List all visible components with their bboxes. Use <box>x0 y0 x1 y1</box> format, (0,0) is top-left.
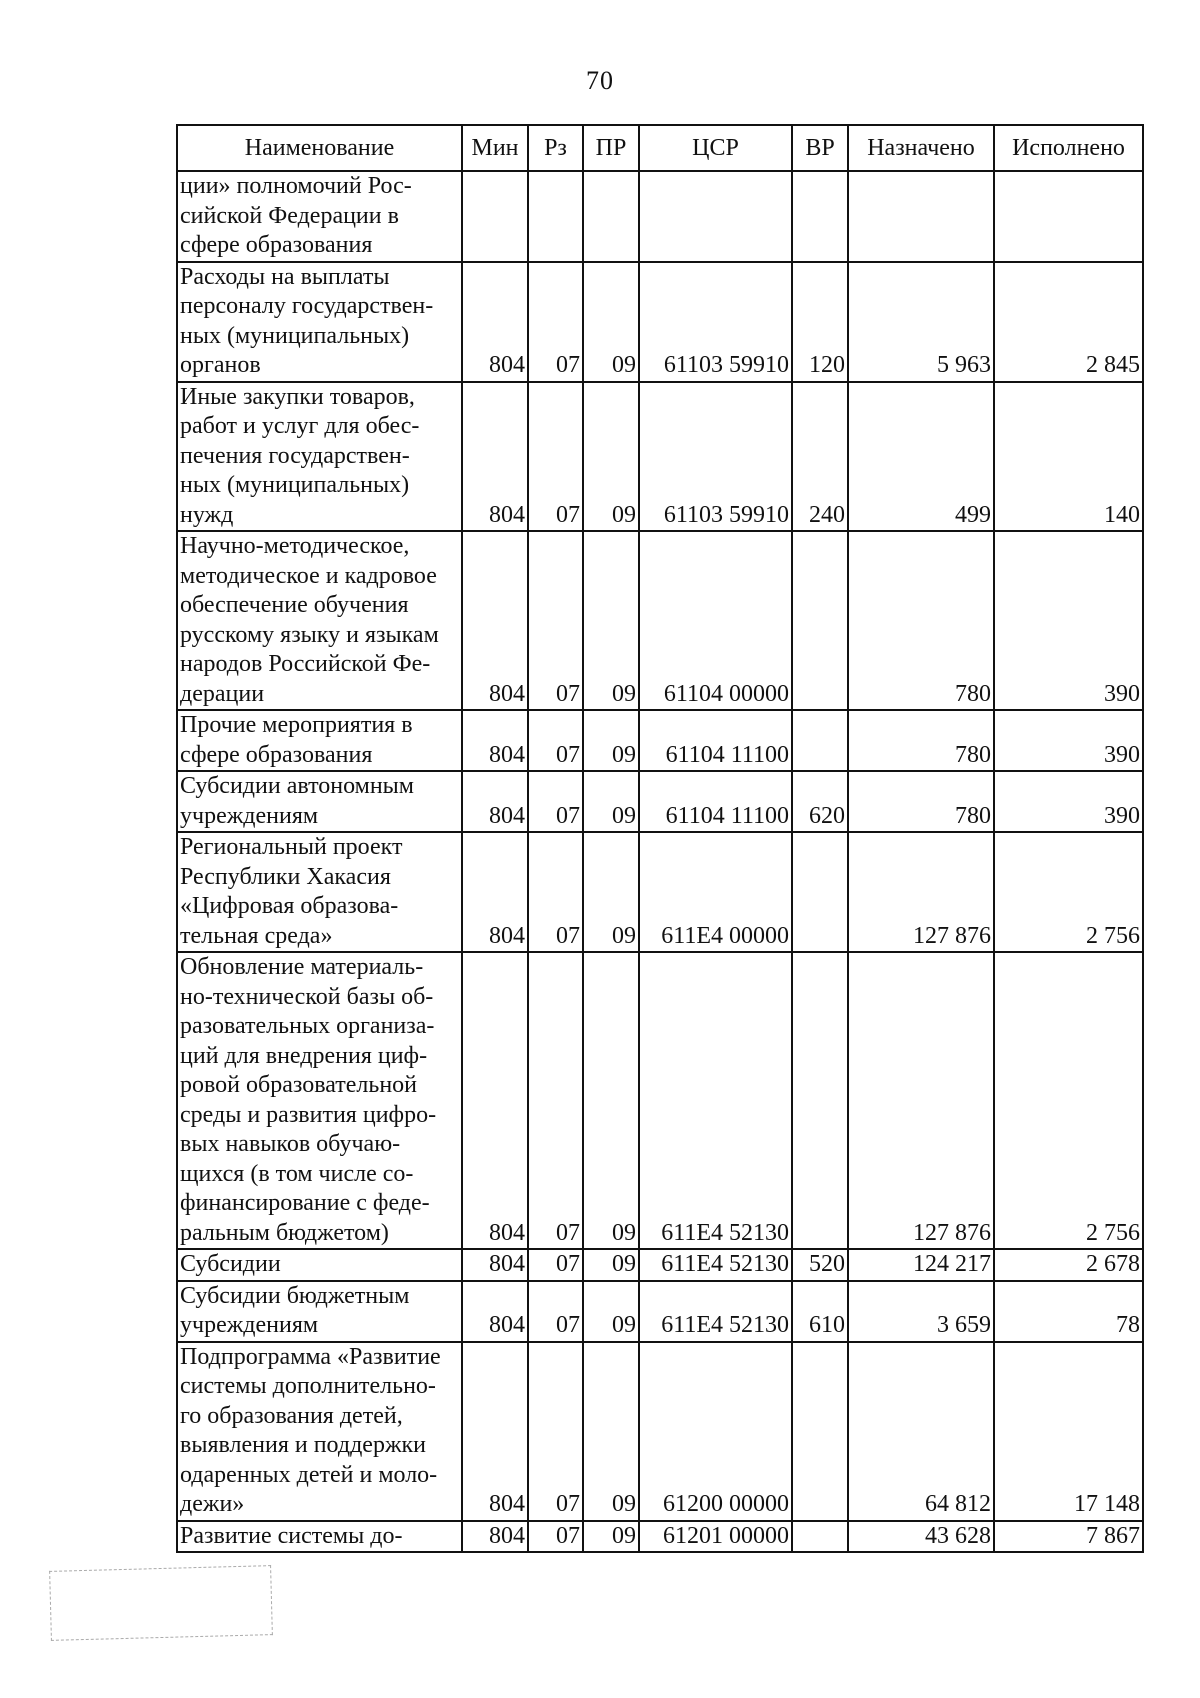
cell-pr: 09 <box>583 1342 639 1521</box>
cell-vr <box>792 1521 848 1553</box>
cell-vr: 620 <box>792 771 848 832</box>
cell-min: 804 <box>462 832 528 952</box>
cell-executed: 390 <box>994 710 1143 771</box>
cell-rz: 07 <box>528 710 583 771</box>
header-executed: Исполнено <box>994 125 1143 171</box>
cell-executed: 2 845 <box>994 262 1143 382</box>
cell-name: Субсидии бюджетным учреждениям <box>177 1281 462 1342</box>
cell-assigned: 5 963 <box>848 262 994 382</box>
cell-csr: 61103 59910 <box>639 382 792 532</box>
cell-pr: 09 <box>583 1521 639 1553</box>
cell-assigned: 3 659 <box>848 1281 994 1342</box>
cell-name: Субсидии <box>177 1249 462 1281</box>
header-rz: Рз <box>528 125 583 171</box>
cell-csr <box>639 171 792 262</box>
cell-assigned: 780 <box>848 771 994 832</box>
cell-pr <box>583 171 639 262</box>
cell-pr: 09 <box>583 710 639 771</box>
cell-min: 804 <box>462 1249 528 1281</box>
cell-rz: 07 <box>528 1249 583 1281</box>
cell-csr: 61104 00000 <box>639 531 792 710</box>
header-min: Мин <box>462 125 528 171</box>
table-row <box>177 832 1143 952</box>
cell-rz: 07 <box>528 771 583 832</box>
cell-rz: 07 <box>528 531 583 710</box>
cell-rz: 07 <box>528 832 583 952</box>
table-row <box>177 710 1143 771</box>
cell-csr: 61201 00000 <box>639 1521 792 1553</box>
cell-pr: 09 <box>583 382 639 532</box>
cell-pr: 09 <box>583 262 639 382</box>
cell-assigned: 780 <box>848 710 994 771</box>
cell-executed: 17 148 <box>994 1342 1143 1521</box>
cell-rz: 07 <box>528 262 583 382</box>
cell-assigned: 127 876 <box>848 832 994 952</box>
cell-pr: 09 <box>583 531 639 710</box>
cell-csr: 61103 59910 <box>639 262 792 382</box>
table-row <box>177 1249 1143 1281</box>
cell-pr: 09 <box>583 771 639 832</box>
cell-vr: 520 <box>792 1249 848 1281</box>
cell-rz: 07 <box>528 952 583 1249</box>
cell-pr: 09 <box>583 1281 639 1342</box>
page-number: 70 <box>586 66 614 95</box>
table-row <box>177 1521 1143 1553</box>
table-row <box>177 1342 1143 1521</box>
cell-executed: 2 678 <box>994 1249 1143 1281</box>
cell-csr: 611E4 52130 <box>639 952 792 1249</box>
table-row <box>177 382 1143 532</box>
cell-assigned: 124 217 <box>848 1249 994 1281</box>
cell-name: Иные закупки товаров, работ и услуг для обес- печения государствен- ных (муниципальных) нужд <box>177 382 462 532</box>
cell-min: 804 <box>462 262 528 382</box>
cell-min: 804 <box>462 1521 528 1553</box>
cell-pr: 09 <box>583 952 639 1249</box>
cell-min: 804 <box>462 771 528 832</box>
cell-vr <box>792 710 848 771</box>
cell-rz: 07 <box>528 1281 583 1342</box>
cell-pr: 09 <box>583 832 639 952</box>
cell-assigned: 64 812 <box>848 1342 994 1521</box>
cell-min: 804 <box>462 1281 528 1342</box>
cell-csr: 611E4 52130 <box>639 1281 792 1342</box>
cell-vr: 120 <box>792 262 848 382</box>
cell-vr <box>792 171 848 262</box>
header-csr: ЦСР <box>639 125 792 171</box>
cell-name: ции» полномочий Рос- сийской Федерации в сфере образования <box>177 171 462 262</box>
cell-csr: 611E4 52130 <box>639 1249 792 1281</box>
cell-name: Подпрограмма «Развитие системы дополнительно- го образования детей, выявления и поддержки одаренных детей и моло- дежи» <box>177 1342 462 1521</box>
cell-min: 804 <box>462 710 528 771</box>
cell-assigned: 499 <box>848 382 994 532</box>
cell-assigned <box>848 171 994 262</box>
header-vr: ВР <box>792 125 848 171</box>
copy-stamp <box>49 1565 273 1641</box>
cell-name: Субсидии автономным учреждениям <box>177 771 462 832</box>
cell-vr <box>792 832 848 952</box>
cell-executed: 390 <box>994 531 1143 710</box>
cell-executed: 2 756 <box>994 952 1143 1249</box>
cell-name: Развитие системы до- <box>177 1521 462 1553</box>
cell-executed: 390 <box>994 771 1143 832</box>
cell-name: Научно-методическое, методическое и кадровое обеспечение обучения русскому языку и языкам народов Российской Фе- дерации <box>177 531 462 710</box>
cell-executed: 78 <box>994 1281 1143 1342</box>
table-body <box>177 171 1143 1552</box>
cell-csr: 611E4 00000 <box>639 832 792 952</box>
cell-rz: 07 <box>528 1521 583 1553</box>
cell-name: Прочие мероприятия в сфере образования <box>177 710 462 771</box>
table-row <box>177 771 1143 832</box>
table-row <box>177 952 1143 1249</box>
cell-min <box>462 171 528 262</box>
cell-executed: 140 <box>994 382 1143 532</box>
table-row <box>177 1281 1143 1342</box>
budget-table <box>176 124 1144 1553</box>
cell-min: 804 <box>462 952 528 1249</box>
cell-vr <box>792 952 848 1249</box>
cell-executed: 7 867 <box>994 1521 1143 1553</box>
cell-min: 804 <box>462 1342 528 1521</box>
cell-name: Региональный проект Республики Хакасия «Цифровая образова- тельная среда» <box>177 832 462 952</box>
table-row <box>177 262 1143 382</box>
cell-pr: 09 <box>583 1249 639 1281</box>
cell-rz <box>528 171 583 262</box>
cell-assigned: 127 876 <box>848 952 994 1249</box>
cell-csr: 61104 11100 <box>639 710 792 771</box>
cell-vr <box>792 531 848 710</box>
cell-vr: 610 <box>792 1281 848 1342</box>
table-header-row <box>177 125 1143 171</box>
cell-executed <box>994 171 1143 262</box>
header-pr: ПР <box>583 125 639 171</box>
cell-rz: 07 <box>528 382 583 532</box>
cell-min: 804 <box>462 382 528 532</box>
cell-name: Расходы на выплаты персоналу государствен- ных (муниципальных) органов <box>177 262 462 382</box>
cell-min: 804 <box>462 531 528 710</box>
cell-vr: 240 <box>792 382 848 532</box>
table-row <box>177 171 1143 262</box>
cell-rz: 07 <box>528 1342 583 1521</box>
header-name: Наименование <box>177 125 462 171</box>
cell-assigned: 780 <box>848 531 994 710</box>
cell-assigned: 43 628 <box>848 1521 994 1553</box>
header-assigned: Назначено <box>848 125 994 171</box>
cell-csr: 61104 11100 <box>639 771 792 832</box>
cell-vr <box>792 1342 848 1521</box>
table-row <box>177 531 1143 710</box>
cell-csr: 61200 00000 <box>639 1342 792 1521</box>
cell-executed: 2 756 <box>994 832 1143 952</box>
cell-name: Обновление материаль- но-технической базы об- разовательных организа- ций для внедрения циф- ровой образовательной среды и развития цифро- вых навыков обучаю- щихся (в том числе со- финансирование с феде- ральным бюджетом) <box>177 952 462 1249</box>
